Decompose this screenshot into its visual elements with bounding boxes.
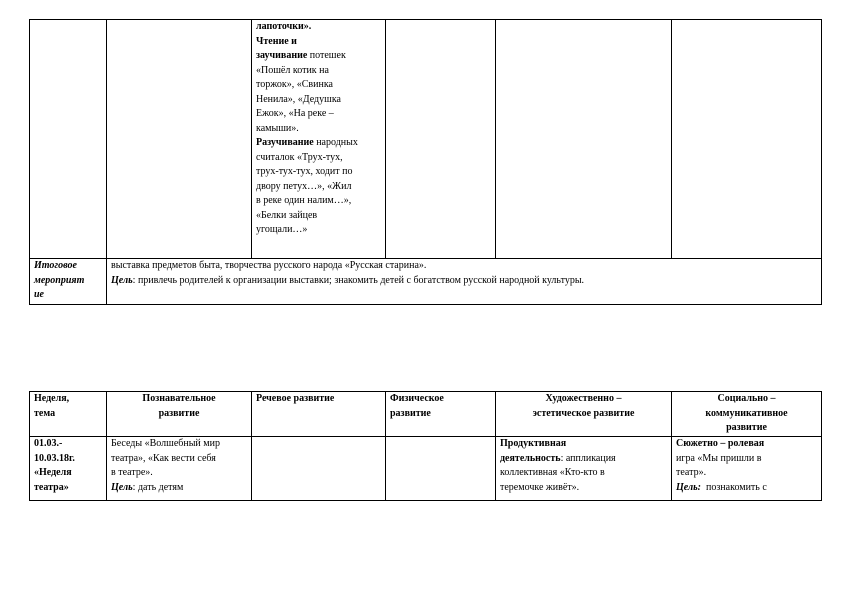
table-row [30,20,822,259]
final-event-content: выставка предметов быта, творчества русского народа «Русская старина». Цель: привлечь родителей к организации выставки; знакомить детей с богатством русской народной культуры. [107,259,822,305]
speech-cell [252,437,386,501]
week-cell: 01.03.- 10.03.18г. «Неделя театра» [30,437,107,501]
header-artistic: Художественно – эстетическое развитие [496,392,672,437]
week-cell [30,20,107,259]
header-cognitive: Познавательное развитие [107,392,252,437]
table-row [30,437,822,501]
physical-cell [386,20,496,259]
header-social: Социально – коммуникативное развитие [672,392,822,437]
activity-table-bottom [29,391,822,501]
cognitive-cell: Беседы «Волшебный мир театра», «Как вести себя в театре». Цель: дать детям [107,437,252,501]
physical-cell [386,437,496,501]
final-event-row [30,259,822,305]
header-week: Неделя, тема [30,392,107,437]
activity-table-top [29,19,822,305]
social-cell [672,20,822,259]
artistic-cell: Продуктивная деятельность: аппликация коллективная «Кто-кто в теремочке живёт». [496,437,672,501]
speech-cell: лапоточки». Чтение и заучивание потешек «Пошёл котик на торжок», «Свинка Ненила», «Дедушка Ежок», «На реке – камыши». Разучивание народных считалок «Трух-тух, трух-тух-тух, ходит по двору петух…», «Жил в реке один налим…», «Белки зайцев угощали…» [252,20,386,259]
header-row [30,392,822,437]
header-speech: Речевое развитие [252,392,386,437]
artistic-cell [496,20,672,259]
header-physical: Физическое развитие [386,392,496,437]
social-cell: Сюжетно – ролевая игра «Мы пришли в театр». Цель: познакомить с [672,437,822,501]
cognitive-cell [107,20,252,259]
final-event-label: Итоговое мероприят ие [30,259,107,305]
